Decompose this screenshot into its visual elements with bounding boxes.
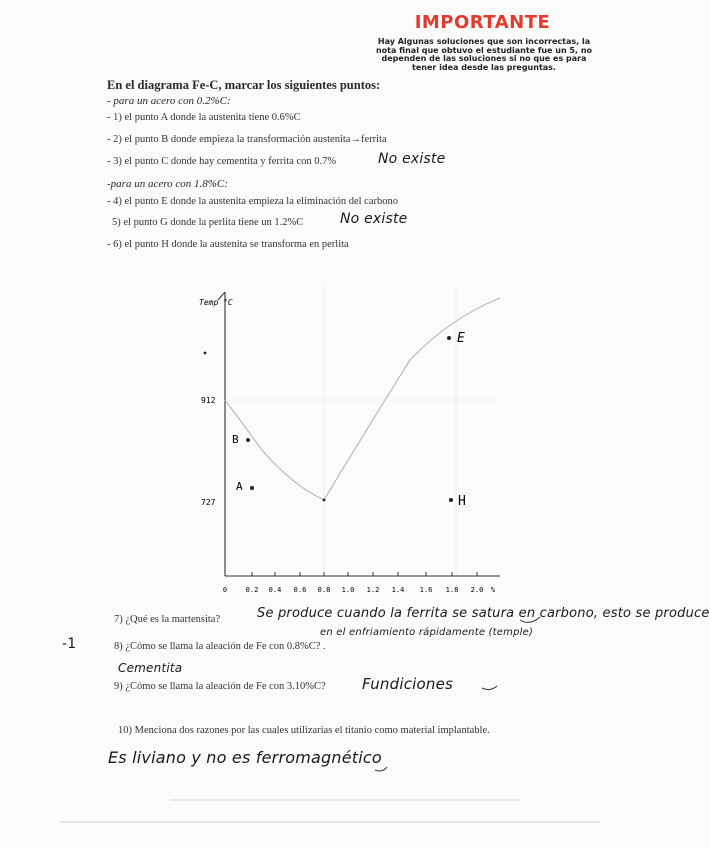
y-tick-727: 727 xyxy=(201,498,216,507)
x-tick: 1.0 xyxy=(341,586,355,594)
answer-8: Cementita xyxy=(118,661,183,675)
label-h: H xyxy=(458,494,466,509)
label-a: A xyxy=(236,480,243,493)
x-tick: 1.8 xyxy=(445,586,459,594)
item-6: - 6) el punto H donde la austenita se transforma en perlita xyxy=(107,239,349,250)
question-10: 10) Menciona dos razones por las cuales utilizarías el titanio como material implantable. xyxy=(118,725,490,736)
x-tick: 1.2 xyxy=(366,586,380,594)
x-tick: 1.4 xyxy=(391,586,405,594)
answer-10: Es liviano y no es ferromagnético xyxy=(108,748,382,767)
important-banner-title: IMPORTANTE xyxy=(414,12,551,33)
item-2: - 2) el punto B donde empieza la transformación austenita→ferrita xyxy=(107,134,387,145)
answer-9: Fundiciones xyxy=(362,675,454,693)
answer-3-handwritten: No existe xyxy=(378,151,446,167)
x-tick: 0.8 xyxy=(317,586,331,594)
grade-mark: -1 xyxy=(62,636,77,652)
x-unit: % xyxy=(490,586,496,594)
x-tick: 0.2 xyxy=(245,586,259,594)
point-h xyxy=(449,498,453,502)
x-tick: 1.6 xyxy=(419,586,433,594)
y-tick-912: 912 xyxy=(201,396,216,405)
check-mark xyxy=(482,686,497,690)
item-4: - 4) el punto E donde la austenita empieza la eliminación del carbono xyxy=(107,196,398,207)
point-e xyxy=(447,336,451,340)
point-b xyxy=(246,438,250,442)
acm-line xyxy=(324,298,500,500)
point-a xyxy=(250,486,254,490)
y-axis-label: Temp °C xyxy=(199,298,233,307)
label-e: E xyxy=(457,331,465,346)
answer-5-handwritten: No existe xyxy=(340,211,408,227)
section-steel-0-2: - para un acero con 0.2%C: xyxy=(107,95,231,107)
item-1: - 1) el punto A donde la austenita tiene 0.6%C xyxy=(107,112,301,123)
section-steel-1-8: -para un acero con 1.8%C: xyxy=(107,178,228,190)
question-9: 9) ¿Cómo se llama la aleación de Fe con 3.10%C? xyxy=(114,681,326,692)
check-mark xyxy=(375,767,387,771)
x-tick: 0.4 xyxy=(268,586,282,594)
answer-7-line2: en el enfriamiento rápidamente (temple) xyxy=(320,627,534,638)
label-b: B xyxy=(232,433,239,446)
item-3: - 3) el punto C donde hay cementita y ferrita con 0.7% xyxy=(107,156,337,167)
x-tick: 0 xyxy=(222,586,228,594)
item-5: 5) el punto G donde la perlita tiene un 1.2%C xyxy=(112,217,304,228)
x-tick: 0.6 xyxy=(293,586,307,594)
important-banner-note: Hay Algunas soluciones que son incorrectas, la nota final que obtuvo el estudiante fue un 5, no dependen de las soluciones si no que es para tener idea desde las preguntas. xyxy=(375,37,593,72)
answer-7-line1: Se produce cuando la ferrita se satura en carbono, esto se produce xyxy=(257,606,710,621)
question-7: 7) ¿Qué es la martensita? xyxy=(114,614,221,625)
x-tick: 2.0 xyxy=(470,586,484,594)
question-8: 8) ¿Cómo se llama la aleación de Fe con 0.8%C? . xyxy=(114,641,326,652)
exercise-heading: En el diagrama Fe-C, marcar los siguientes puntos: xyxy=(107,78,381,92)
